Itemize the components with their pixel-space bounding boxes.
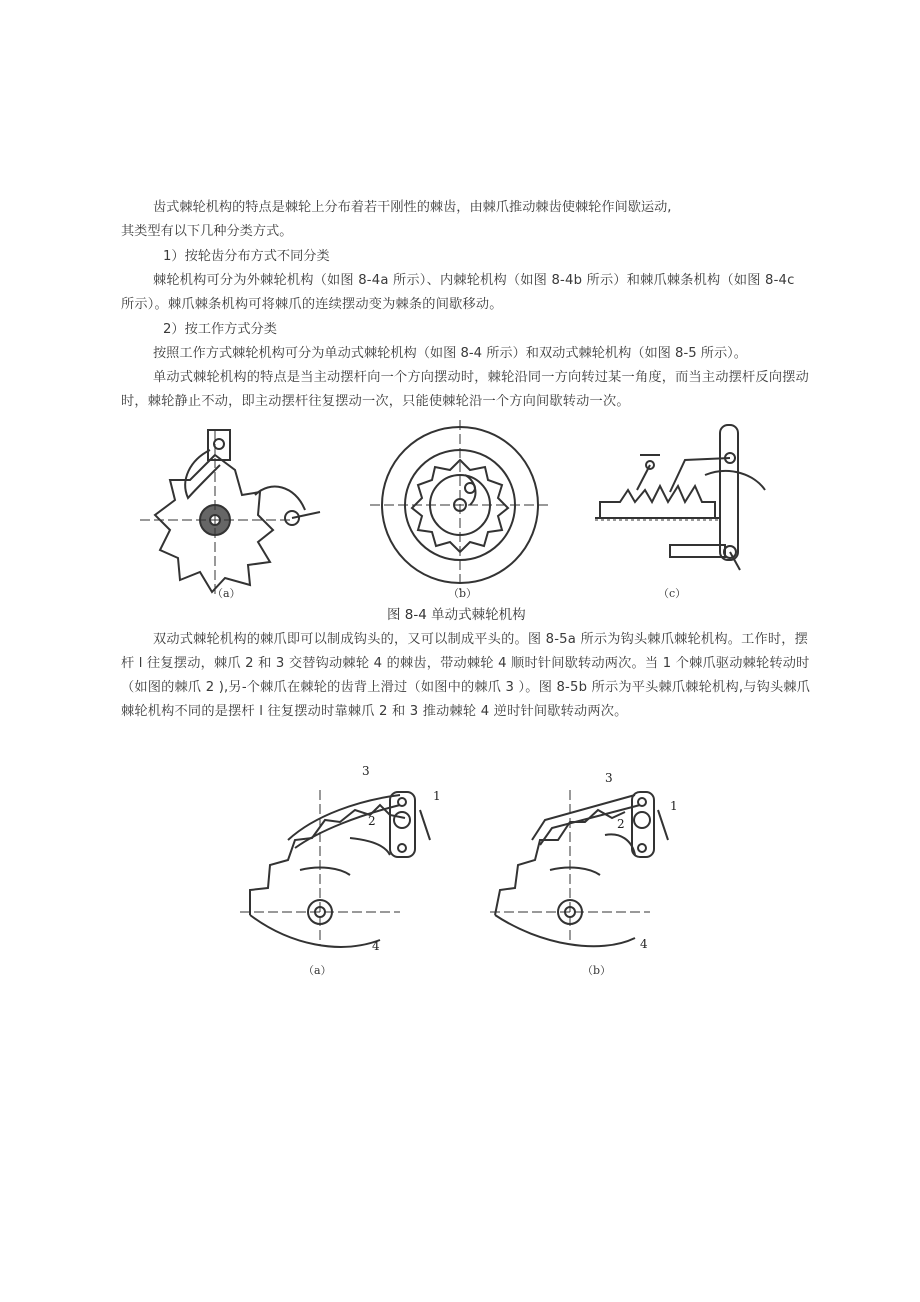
figure-8-5-sublabel-b: （b） <box>582 964 612 977</box>
paragraph-5: 双动式棘轮机构的棘爪即可以制成钩头的，又可以制成平头的。图 8-5a 所示为钩头棘爪棘轮机构。工作时，摆杆 l 往复摆动，棘爪 2 和 3 交替钩动棘轮 4 的棘齿，带动棘轮 4 顺时针间歇转动两次。当 1 个棘爪驱动棘轮转动时（如图的棘爪 2 ),另-个棘爪在棘轮的齿背上滑过（如图中的棘爪 3 ）。图 8-5b 所示为平头棘爪棘轮机构,与钩头棘爪棘轮机构不同的是摆杆 l 往复摆动时靠棘爪 2 和 3 推动棘轮 4 逆时针间歇转动两次。 <box>121 632 811 719</box>
figure-8-4-sublabel-c: （c） <box>658 587 687 600</box>
label-3-a: 3 <box>362 764 370 778</box>
ratchet-rack-diagram <box>595 425 765 570</box>
label-1-a: 1 <box>433 789 441 803</box>
paragraph-1-line-1: 齿式棘轮机构的特点是棘轮上分布着若干刚性的棘齿，由棘爪推动棘齿使棘轮作间歇运动, <box>153 200 672 215</box>
figure-8-4-sublabel-a: （a） <box>212 587 241 600</box>
label-2-a: 2 <box>368 814 376 828</box>
figure-8-4-sublabel-b: （b） <box>448 587 478 600</box>
flat-pawl-ratchet-diagram <box>490 790 668 946</box>
paragraph-2: 棘轮机构可分为外棘轮机构（如图 8-4a 所示）、内棘轮机构（如图 8-4b 所示）和棘爪棘条机构（如图 8-4c 所示）。棘爪棘条机构可将棘爪的连续摆动变为棘条的间歇移动。 <box>121 273 795 312</box>
internal-ratchet-diagram <box>370 420 550 590</box>
figure-8-4-caption: 图 8-4 单动式棘轮机构 <box>387 607 526 623</box>
hooked-pawl-ratchet-diagram <box>240 790 430 947</box>
external-ratchet-diagram <box>140 430 320 595</box>
label-1-b: 1 <box>670 799 678 813</box>
paragraph-1-line-2: 其类型有以下几种分类方式。 <box>121 224 293 239</box>
label-4-a: 4 <box>372 939 380 953</box>
paragraph-3: 按照工作方式棘轮机构可分为单动式棘轮机构（如图 8-4 所示）和双动式棘轮机构（如图 8-5 所示）。 <box>153 346 747 361</box>
figure-8-5-drawing <box>240 760 700 960</box>
figure-8-4-drawing <box>140 420 780 605</box>
heading-1: 1）按轮齿分布方式不同分类 <box>163 249 330 264</box>
label-2-b: 2 <box>617 817 625 831</box>
label-4-b: 4 <box>640 937 648 951</box>
label-3-b: 3 <box>605 771 613 785</box>
figure-8-5-sublabel-a: （a） <box>303 964 332 977</box>
heading-2: 2）按工作方式分类 <box>163 322 277 337</box>
paragraph-4: 单动式棘轮机构的特点是当主动摆杆向一个方向摆动时，棘轮沿同一方向转过某一角度，而当主动摆杆反向摆动时，棘轮静止不动，即主动摆杆往复摆动一次，只能使棘轮沿一个方向间歇转动一次。 <box>121 370 809 409</box>
